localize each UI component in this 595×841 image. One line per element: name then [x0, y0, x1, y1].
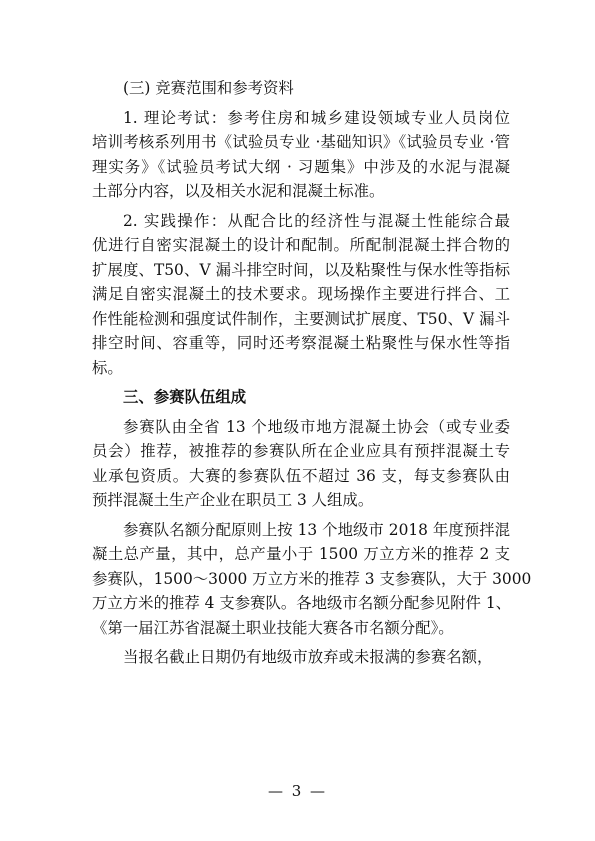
- paragraph-line: 《第一届江苏省混凝土职业技能大赛各市名额分配》。: [92, 618, 454, 637]
- paragraph-line: 万立方米的推荐 4 支参赛队。各地级市名额分配参见附件 1、: [92, 594, 512, 612]
- paragraph-line: 培训考核系列用书《试验员专业 ·基础知识》《试验员专业 ·管: [92, 133, 510, 151]
- paragraph-line: 参赛队，1500～3000 万立方米的推荐 3 支参赛队，大于 3000: [92, 569, 532, 588]
- paragraph-line: 参赛队由全省 13 个地级市地方混凝土协会（或专业委: [123, 417, 510, 436]
- quota-allocation-paragraph: [92, 518, 532, 641]
- paragraph-line: 扩展度、T50、V 漏斗排空时间，以及粘聚性与保水性等指标: [92, 260, 510, 279]
- paragraph-line: 2. 实践操作：从配合比的经济性与混凝土性能综合最: [123, 211, 510, 230]
- unfilled-quota-paragraph: [92, 645, 510, 670]
- paragraph-line: 凝土总产量，其中，总产量小于 1500 万立方米的推荐 2 支: [92, 545, 510, 563]
- page-number: — 3 —: [267, 782, 328, 800]
- paragraph-line: 预拌混凝土生产企业在职员工 3 人组成。: [92, 491, 374, 509]
- practice-exam-paragraph: [92, 209, 510, 381]
- paragraph-line: 满足自密实混凝土的技术要求。现场操作主要进行拌合、工: [92, 285, 510, 303]
- team-nomination-paragraph: [92, 415, 510, 513]
- paragraph-line: 当报名截止日期仍有地级市放弃或未报满的参赛名额，: [123, 648, 493, 666]
- paragraph-line: 理实务》《试验员考试大纲 · 习题集》中涉及的水泥与混凝: [92, 157, 510, 176]
- theory-exam-paragraph: [92, 106, 510, 204]
- paragraph-line: 作性能检测和强度试件制作，主要测试扩展度、T50、V 漏斗: [92, 309, 510, 328]
- paragraph-line: 员会）推荐，被推荐的参赛队所在企业应具有预拌混凝土专: [92, 442, 510, 460]
- page-body: [92, 76, 532, 670]
- paragraph-line: 1. 理论考试：参考住房和城乡建设领域专业人员岗位: [123, 108, 510, 127]
- paragraph-line: 优进行自密实混凝土的设计和配制。所配制混凝土拌合物的: [92, 236, 510, 254]
- paragraph-line: 标。: [92, 358, 123, 377]
- paragraph-line: 业承包资质。大赛的参赛队伍不超过 36 支，每支参赛队由: [92, 466, 510, 485]
- paragraph-line: 参赛队名额分配原则上按 13 个地级市 2018 年度预拌混: [123, 520, 510, 539]
- paragraph-line: 排空时间、容重等，同时还考察混凝土粘聚性与保水性等指: [92, 334, 510, 352]
- section-heading: 三、参赛队伍组成: [123, 388, 247, 406]
- paragraph-line: 土部分内容，以及相关水泥和混凝土标准。: [92, 182, 385, 200]
- subsection-heading: (三) 竞赛范围和参考资料: [123, 79, 294, 97]
